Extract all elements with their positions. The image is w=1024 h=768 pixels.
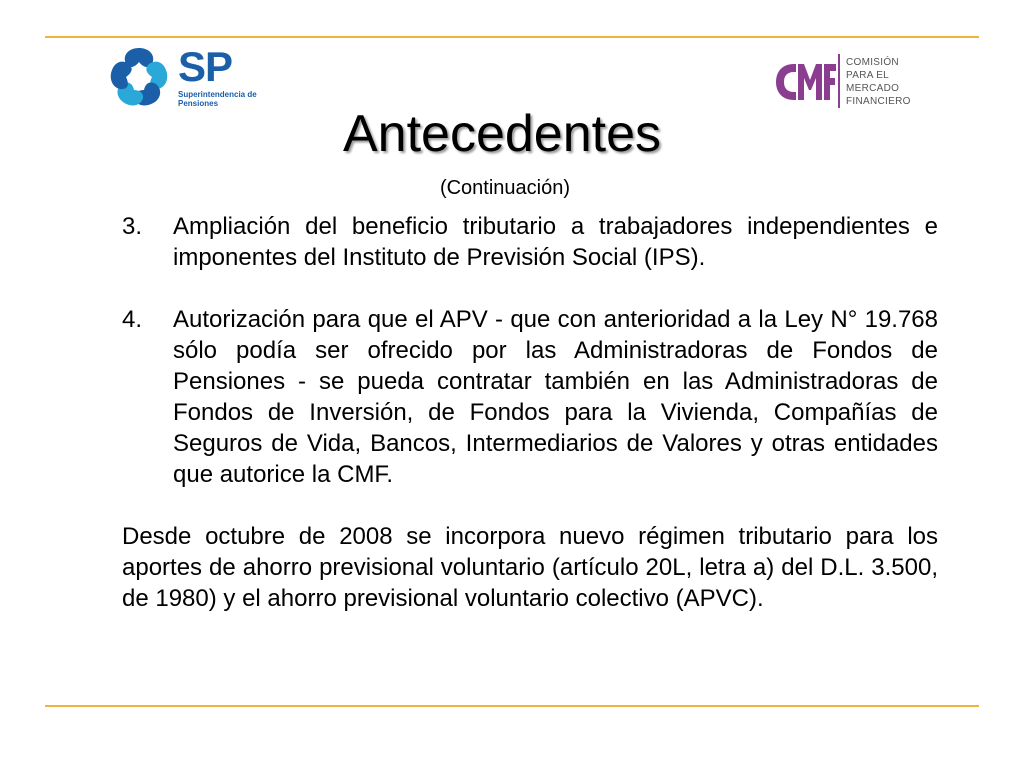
sp-logo-line1: Superintendencia de [178,90,257,99]
sp-hands-icon [106,44,172,110]
cmf-logo-line1: COMISIÓN [846,57,899,68]
list-item [122,211,938,273]
list-item [122,304,938,490]
sp-logo-line2: Pensiones [178,99,219,108]
list-item-number: 3. [122,213,143,240]
list-item-text: Ampliación del beneficio tributario a trabajadores independientes e imponentes del Instituto de Previsión Social (IPS). [173,213,938,271]
cmf-logo-line2: PARA EL MERCADO [846,70,900,94]
slide-content [122,211,938,614]
list-item-number: 4. [122,306,143,333]
cmf-logo-text [846,56,937,108]
sp-logo-letters: SP [178,43,233,90]
bottom-rule [45,705,979,707]
closing-paragraph: Desde octubre de 2008 se incorpora nuevo régimen tributario para los aportes de ahorro previsional voluntario (artículo 20L, letra a) del D.L. 3.500, de 1980) y el ahorro previsional voluntario colectivo (APVC). [122,523,938,612]
cmf-separator [838,54,840,108]
top-rule [45,36,979,38]
page-subtitle: (Continuación) [439,177,571,199]
page-title: Antecedentes [342,105,662,163]
cmf-logo-line3: FINANCIERO [846,96,911,107]
list-item-text: Autorización para que el APV - que con anterioridad a la Ley N° 19.768 sólo podía ser ofrecido por las Administradoras de Fondos de Pensiones - se pueda contratar también en las Administradoras de Fondos de Inversión, de Fondos para la Vivienda, Compañías de Seguros de Vida, Bancos, Intermediarios de Valores y otras entidades que autorice la CMF. [173,306,938,488]
cmf-mark-icon [772,56,838,108]
